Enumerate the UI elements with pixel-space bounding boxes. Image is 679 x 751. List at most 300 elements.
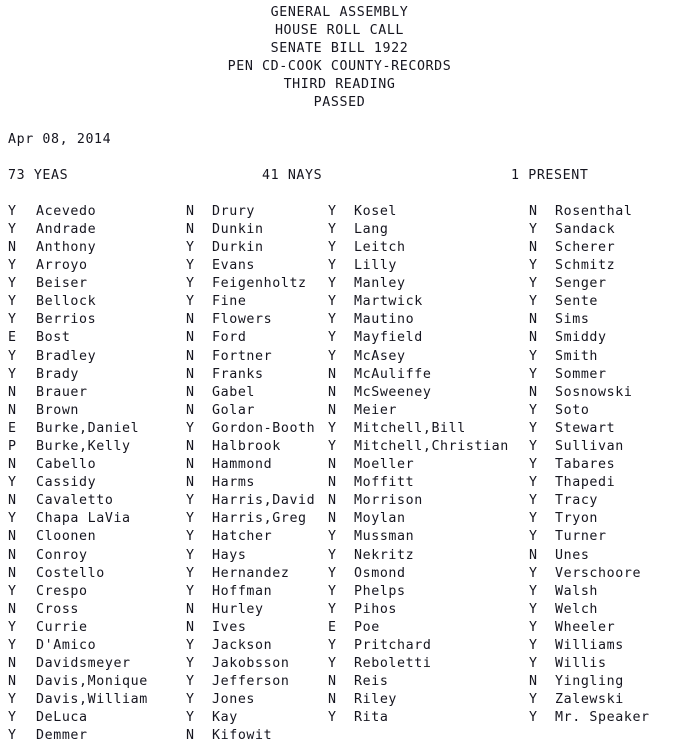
vote-mark: Y: [529, 366, 538, 382]
table-row: [8, 601, 679, 619]
document-date: Apr 08, 2014: [8, 131, 112, 147]
legislator-name: Brown: [36, 402, 80, 418]
vote-mark: N: [328, 674, 337, 690]
vote-mark: Y: [529, 692, 538, 708]
vote-entry: [186, 528, 328, 546]
vote-mark: Y: [328, 348, 337, 364]
table-row: [8, 239, 679, 257]
vote-entry: [8, 329, 186, 347]
vote-mark: N: [328, 457, 337, 473]
legislator-name: Morrison: [354, 493, 423, 509]
vote-entry: [186, 637, 328, 655]
legislator-name: Halbrook: [212, 438, 281, 454]
vote-entry: [8, 601, 186, 619]
vote-entry: [328, 492, 529, 510]
vote-entry: [186, 348, 328, 366]
vote-mark: [328, 727, 354, 745]
table-row: [8, 203, 679, 221]
vote-entry: [328, 275, 529, 293]
vote-entry: [186, 402, 328, 420]
legislator-name: Moffitt: [354, 475, 415, 491]
vote-entry: [529, 528, 679, 546]
vote-mark: Y: [8, 710, 17, 726]
vote-entry: [186, 619, 328, 637]
vote-mark: Y: [8, 221, 17, 237]
vote-mark: N: [328, 366, 337, 382]
vote-entry: [8, 366, 186, 384]
table-row: [8, 275, 679, 293]
vote-entry: [328, 510, 529, 528]
vote-mark: Y: [8, 276, 17, 292]
legislator-name: McAuliffe: [354, 366, 432, 382]
legislator-name: Scherer: [555, 239, 616, 255]
vote-entry: [529, 601, 679, 619]
legislator-name: Hoffman: [212, 583, 273, 599]
vote-entry: [328, 203, 529, 221]
legislator-name: Sullivan: [555, 438, 624, 454]
vote-entry: [529, 691, 679, 709]
vote-mark: Y: [8, 638, 17, 653]
vote-entry: [8, 583, 186, 601]
vote-entry: [529, 655, 679, 673]
vote-mark: Y: [529, 710, 538, 726]
header-line-assembly: GENERAL ASSEMBLY: [270, 5, 409, 20]
vote-mark: Y: [186, 493, 195, 509]
vote-mark: N: [186, 402, 195, 418]
vote-mark: N: [186, 312, 195, 328]
vote-mark: N: [186, 348, 195, 364]
legislator-name: Crespo: [36, 583, 88, 599]
vote-mark: Y: [529, 348, 538, 364]
vote-mark: N: [8, 402, 17, 418]
vote-mark: Y: [529, 457, 538, 473]
vote-mark: Y: [186, 656, 195, 672]
vote-entry: [8, 384, 186, 402]
vote-entry: [328, 709, 529, 727]
vote-mark: N: [186, 384, 195, 400]
vote-mark: E: [328, 619, 337, 635]
vote-mark: Y: [328, 565, 337, 581]
vote-entry: [186, 438, 328, 456]
vote-entry: [328, 637, 529, 655]
vote-mark: Y: [529, 438, 538, 454]
vote-entry: [529, 203, 679, 221]
tally-yeas: 73 YEAS: [8, 167, 69, 183]
vote-entry: [529, 384, 679, 402]
vote-mark: Y: [8, 258, 17, 274]
vote-mark: Y: [8, 475, 17, 491]
legislator-name: Mitchell,Bill: [354, 420, 466, 436]
vote-entry: [8, 619, 186, 637]
legislator-name: Stewart: [555, 420, 616, 436]
vote-entry: [8, 547, 186, 565]
legislator-name: Poe: [354, 619, 380, 635]
legislator-name: Kay: [212, 710, 238, 726]
legislator-name: Fortner: [212, 348, 273, 364]
legislator-name: Fine: [212, 294, 247, 310]
vote-entry: [529, 637, 679, 655]
vote-mark: Y: [529, 583, 538, 599]
vote-entry: [186, 221, 328, 239]
legislator-name: Kosel: [354, 203, 398, 219]
legislator-name: Mitchell,Christian: [354, 438, 509, 454]
vote-entry: [186, 691, 328, 709]
vote-mark: N: [328, 384, 337, 400]
vote-entry: [186, 329, 328, 347]
legislator-name: Hammond: [212, 457, 273, 473]
vote-mark: Y: [328, 656, 337, 672]
vote-mark: N: [529, 239, 538, 255]
legislator-name: Sims: [555, 312, 590, 328]
vote-mark: Y: [529, 276, 538, 292]
legislator-name: Hatcher: [212, 529, 273, 545]
legislator-name: Tracy: [555, 493, 599, 509]
legislator-name: Ives: [212, 619, 247, 635]
table-row: [8, 492, 679, 510]
vote-mark: Y: [529, 294, 538, 310]
vote-mark: Y: [328, 420, 337, 436]
vote-entry: [186, 601, 328, 619]
legislator-name: Drury: [212, 203, 256, 219]
vote-entry: [328, 221, 529, 239]
vote-entry: [529, 510, 679, 528]
legislator-name: Wheeler: [555, 619, 616, 635]
legislator-name: Pihos: [354, 601, 398, 617]
vote-entry: [328, 348, 529, 366]
vote-mark: N: [529, 312, 538, 328]
vote-mark: N: [186, 475, 195, 491]
vote-mark: N: [8, 565, 17, 581]
vote-entry: [186, 366, 328, 384]
legislator-name: Cross: [36, 601, 80, 617]
vote-entry: [186, 655, 328, 673]
legislator-name: Jakobsson: [212, 656, 290, 672]
vote-entry: [8, 438, 186, 456]
vote-entry: [529, 709, 679, 727]
vote-mark: Y: [529, 638, 538, 653]
vote-entry: [328, 402, 529, 420]
legislator-name: Kifowit: [212, 728, 273, 744]
vote-entry: [8, 221, 186, 239]
vote-entry: [529, 583, 679, 601]
legislator-name: Zalewski: [555, 692, 624, 708]
vote-mark: Y: [186, 276, 195, 292]
legislator-name: Gordon-Booth: [212, 420, 316, 436]
vote-mark: Y: [186, 710, 195, 726]
vote-entry: [529, 456, 679, 474]
vote-entry: [8, 673, 186, 691]
vote-mark: Y: [186, 420, 195, 436]
vote-entry: [328, 420, 529, 438]
vote-mark: Y: [529, 511, 538, 527]
vote-mark: N: [186, 203, 195, 219]
legislator-name: Durkin: [212, 239, 264, 255]
vote-entry: [328, 329, 529, 347]
legislator-name: Mautino: [354, 312, 415, 328]
legislator-name: Leitch: [354, 239, 406, 255]
table-row: [8, 583, 679, 601]
table-row: [8, 221, 679, 239]
legislator-name: Bellock: [36, 294, 97, 310]
vote-entry: [186, 456, 328, 474]
vote-entry: [186, 474, 328, 492]
legislator-name: Dunkin: [212, 221, 264, 237]
table-row: [8, 438, 679, 456]
vote-mark: Y: [328, 258, 337, 274]
table-row: [8, 510, 679, 528]
vote-mark: N: [529, 547, 538, 563]
vote-entry: [328, 456, 529, 474]
vote-entry: [8, 275, 186, 293]
legislator-name: Chapa LaVia: [36, 511, 131, 527]
vote-mark: Y: [186, 239, 195, 255]
vote-entry: [186, 257, 328, 275]
vote-entry: [328, 547, 529, 565]
vote-entry: [8, 528, 186, 546]
vote-mark: N: [328, 511, 337, 527]
vote-entry: [328, 311, 529, 329]
legislator-name: Bost: [36, 330, 71, 346]
vote-mark: N: [186, 366, 195, 382]
vote-entry: [186, 727, 328, 745]
legislator-name: Schmitz: [555, 258, 616, 274]
vote-mark: Y: [8, 692, 17, 708]
legislator-name: Smith: [555, 348, 599, 364]
vote-entry: [8, 510, 186, 528]
vote-entry: [8, 456, 186, 474]
vote-entry: [186, 547, 328, 565]
vote-entry: [529, 565, 679, 583]
vote-mark: N: [186, 221, 195, 237]
vote-entry: [8, 348, 186, 366]
table-row: [8, 637, 679, 655]
vote-entry: [8, 565, 186, 583]
vote-mark: N: [186, 728, 195, 744]
vote-entry: [186, 293, 328, 311]
legislator-name: Beiser: [36, 276, 88, 292]
legislator-name: Hernandez: [212, 565, 290, 581]
legislator-name: Davidsmeyer: [36, 656, 131, 672]
legislator-name: Arroyo: [36, 258, 88, 274]
header-line-outcome: PASSED: [313, 95, 366, 111]
legislator-name: Riley: [354, 692, 398, 708]
table-row: [8, 402, 679, 420]
vote-mark: N: [8, 547, 17, 563]
legislator-name: Moeller: [354, 457, 415, 473]
vote-mark: Y: [529, 420, 538, 436]
legislator-name: Rita: [354, 710, 389, 726]
legislator-name: Williams: [555, 638, 624, 653]
vote-entry: [529, 474, 679, 492]
header-line-roll-call: HOUSE ROLL CALL: [274, 23, 405, 39]
legislator-name: Lilly: [354, 258, 398, 274]
legislator-name: Thapedi: [555, 475, 616, 491]
legislator-name: Cloonen: [36, 529, 97, 545]
vote-entry: [186, 239, 328, 257]
table-row: [8, 565, 679, 583]
legislator-name: DeLuca: [36, 710, 88, 726]
vote-entry: [328, 257, 529, 275]
table-row: [8, 293, 679, 311]
vote-mark: N: [186, 457, 195, 473]
vote-entry: [8, 402, 186, 420]
legislator-name: D'Amico: [36, 638, 97, 653]
vote-entry: [186, 420, 328, 438]
vote-entry: [8, 492, 186, 510]
vote-entry: [328, 691, 529, 709]
legislator-name: Cabello: [36, 457, 97, 473]
vote-entry: [186, 311, 328, 329]
legislator-name: Phelps: [354, 583, 406, 599]
vote-mark: Y: [529, 565, 538, 581]
vote-mark: N: [186, 438, 195, 454]
legislator-name: Andrade: [36, 221, 97, 237]
vote-entry: [328, 619, 529, 637]
vote-mark: Y: [529, 402, 538, 418]
vote-entry: [8, 474, 186, 492]
legislator-name: Manley: [354, 276, 406, 292]
legislator-name: Meier: [354, 402, 398, 418]
vote-mark: Y: [529, 656, 538, 672]
legislator-name: Berrios: [36, 312, 97, 328]
vote-mark: N: [186, 619, 195, 635]
table-row: [8, 655, 679, 673]
vote-entry: [529, 293, 679, 311]
vote-mark: N: [8, 674, 17, 690]
vote-mark: N: [328, 475, 337, 491]
vote-mark: Y: [529, 529, 538, 545]
legislator-name: Ford: [212, 330, 247, 346]
vote-entry: [328, 366, 529, 384]
vote-mark: Y: [186, 529, 195, 545]
table-row: [8, 673, 679, 691]
vote-entry: [328, 583, 529, 601]
vote-mark: N: [328, 692, 337, 708]
vote-entry: [529, 619, 679, 637]
table-row: [8, 709, 679, 727]
vote-mark: Y: [328, 294, 337, 310]
legislator-name: Davis,Monique: [36, 674, 148, 690]
legislator-name: Osmond: [354, 565, 406, 581]
table-row: [8, 474, 679, 492]
vote-mark: Y: [328, 638, 337, 653]
vote-entry: [8, 691, 186, 709]
vote-entry: [8, 311, 186, 329]
legislator-name: Mussman: [354, 529, 415, 545]
vote-mark: Y: [186, 674, 195, 690]
vote-mark: Y: [186, 258, 195, 274]
vote-entry: [529, 420, 679, 438]
table-row: [8, 619, 679, 637]
legislator-name: Brauer: [36, 384, 88, 400]
vote-mark: Y: [328, 312, 337, 328]
vote-mark: N: [8, 601, 17, 617]
vote-mark: Y: [186, 692, 195, 708]
vote-mark: Y: [8, 366, 17, 382]
vote-mark: Y: [328, 276, 337, 292]
header-line-subject: PEN CD-COOK COUNTY-RECORDS: [227, 59, 452, 75]
legislator-name: Golar: [212, 402, 256, 418]
vote-entry: [529, 221, 679, 239]
legislator-name: Flowers: [212, 312, 273, 328]
vote-mark: Y: [8, 619, 17, 635]
vote-mark: Y: [328, 239, 337, 255]
legislator-name: Rosenthal: [555, 203, 633, 219]
vote-mark: Y: [328, 547, 337, 563]
vote-tally: [0, 167, 679, 185]
vote-entry: [529, 492, 679, 510]
legislator-name: Smiddy: [555, 330, 607, 346]
legislator-name: Anthony: [36, 239, 97, 255]
vote-entry: [186, 384, 328, 402]
legislator-name: Burke,Kelly: [36, 438, 131, 454]
legislator-name: Brady: [36, 366, 80, 382]
vote-mark: Y: [328, 601, 337, 617]
vote-mark: Y: [186, 511, 195, 527]
vote-entry: [186, 583, 328, 601]
vote-entry: [328, 293, 529, 311]
legislator-name: Harms: [212, 475, 256, 491]
vote-mark: Y: [186, 583, 195, 599]
vote-entry: [529, 348, 679, 366]
legislator-name: Turner: [555, 529, 607, 545]
legislator-name: Gabel: [212, 384, 256, 400]
legislator-name: Mayfield: [354, 330, 423, 346]
vote-mark: Y: [328, 529, 337, 545]
vote-mark: N: [186, 330, 195, 346]
vote-mark: Y: [186, 547, 195, 563]
header-line-bill: SENATE BILL 1922: [270, 41, 409, 57]
legislator-name: Sosnowski: [555, 384, 633, 400]
vote-mark: Y: [186, 294, 195, 310]
vote-mark: Y: [8, 294, 17, 310]
table-row: [8, 420, 679, 438]
vote-entry: [328, 239, 529, 257]
legislator-name: Unes: [555, 547, 590, 563]
vote-entry: [8, 293, 186, 311]
vote-mark: Y: [186, 638, 195, 653]
vote-mark: Y: [328, 583, 337, 599]
vote-mark: Y: [328, 710, 337, 726]
vote-mark: Y: [328, 438, 337, 454]
vote-mark: Y: [328, 203, 337, 219]
vote-entry: [186, 203, 328, 221]
legislator-name: Welch: [555, 601, 599, 617]
table-row: [8, 366, 679, 384]
vote-entry: [529, 239, 679, 257]
legislator-name: Martwick: [354, 294, 423, 310]
vote-mark: N: [8, 656, 17, 672]
vote-entry: [529, 329, 679, 347]
table-row: [8, 329, 679, 347]
legislator-name: Bradley: [36, 348, 97, 364]
vote-mark: Y: [8, 583, 17, 599]
vote-entry: [186, 510, 328, 528]
vote-mark: E: [8, 420, 17, 436]
vote-entry: [529, 727, 679, 745]
vote-entry: [8, 239, 186, 257]
vote-mark: N: [8, 493, 17, 509]
vote-mark: Y: [529, 493, 538, 509]
legislator-name: Sente: [555, 294, 599, 310]
header-line-reading: THIRD READING: [283, 77, 396, 93]
vote-mark: Y: [529, 619, 538, 635]
vote-mark: P: [8, 438, 17, 454]
vote-entry: [328, 438, 529, 456]
legislator-name: Pritchard: [354, 638, 432, 653]
legislator-name: Tryon: [555, 511, 599, 527]
legislator-name: Davis,William: [36, 692, 148, 708]
